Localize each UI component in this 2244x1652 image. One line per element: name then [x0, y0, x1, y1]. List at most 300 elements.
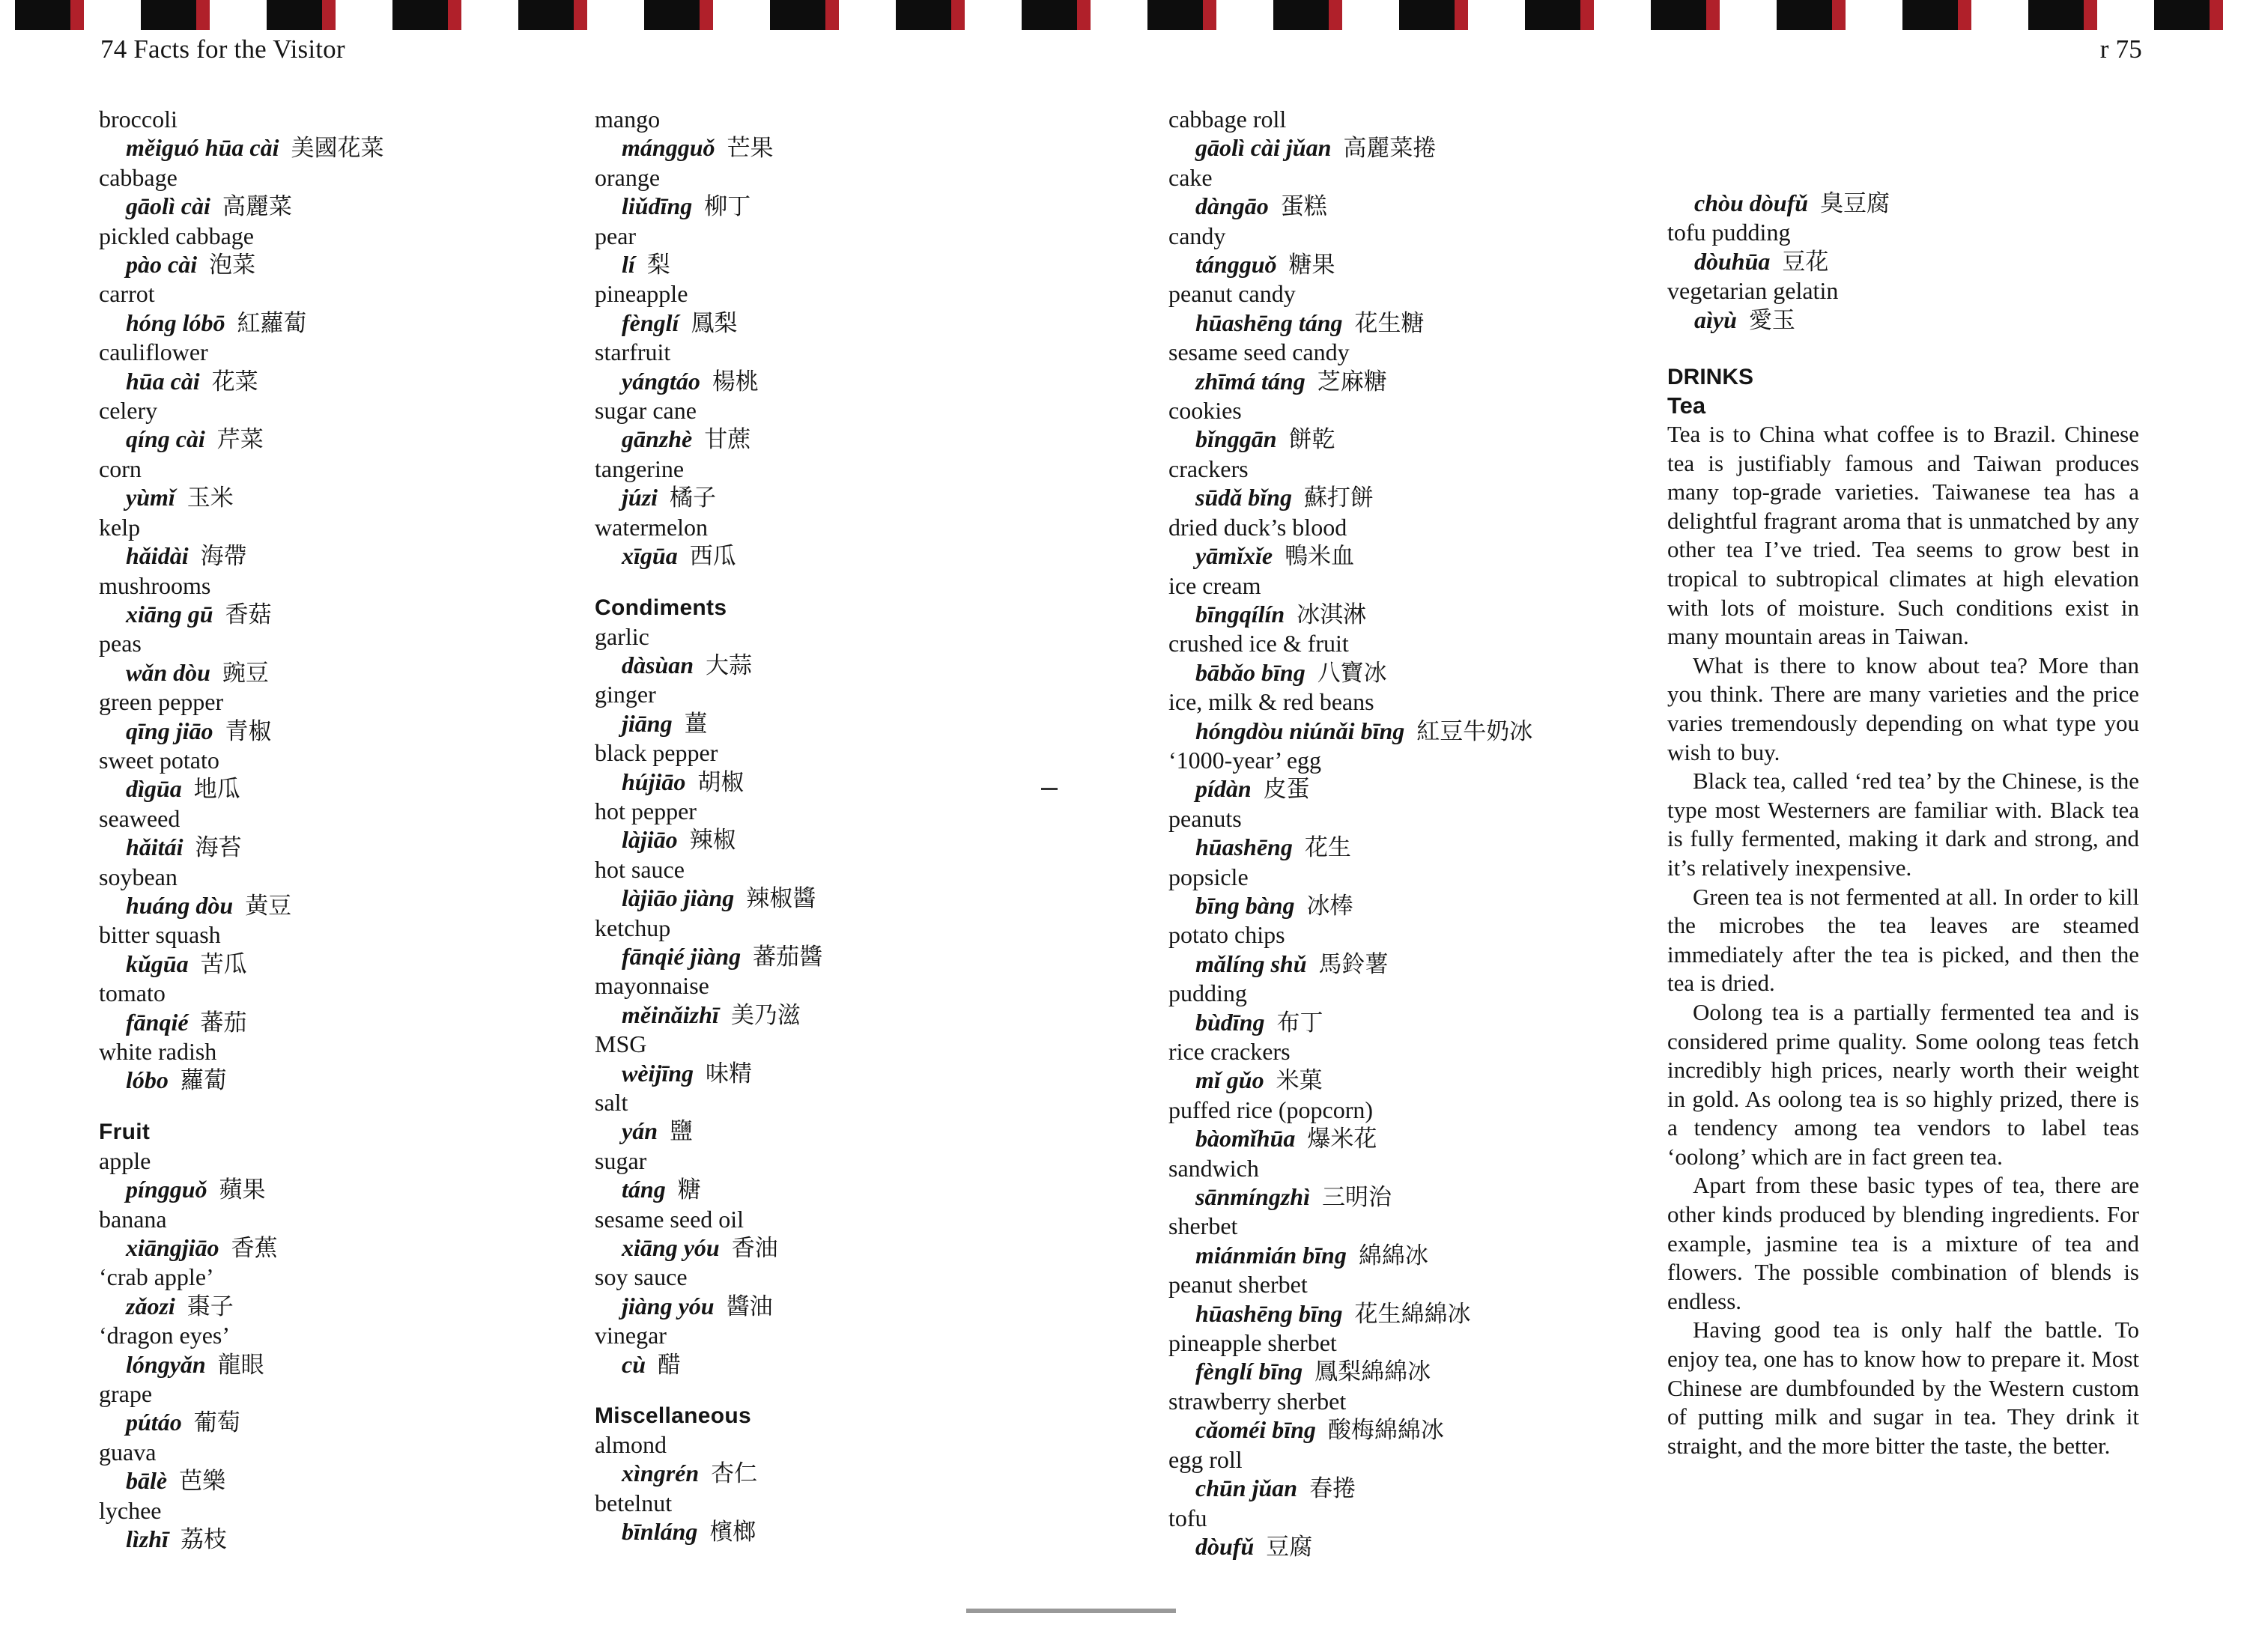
- pinyin: xīgūa: [622, 542, 678, 570]
- translation-line: [99, 1066, 578, 1095]
- pinyin: yán: [622, 1117, 658, 1145]
- translation-line: [595, 884, 1074, 913]
- pinyin: miánmián bīng: [1195, 1241, 1347, 1269]
- tea-article: [1667, 420, 2139, 1460]
- english-term: vinegar: [595, 1322, 667, 1349]
- english-term: egg roll: [1168, 1445, 1243, 1473]
- pinyin: zhīmá táng: [1195, 367, 1306, 395]
- vocab-entry: [1168, 222, 1648, 280]
- pinyin: chòu dòufǔ: [1694, 189, 1809, 216]
- chinese-characters: 胡椒: [697, 768, 745, 796]
- translation-line: [99, 133, 578, 163]
- chinese-characters: 薑: [684, 710, 708, 738]
- vocab-entry: [99, 979, 578, 1037]
- translation-line: [1168, 367, 1648, 396]
- pinyin: mǎlíng shǔ: [1195, 950, 1307, 977]
- vocab-entry: [99, 629, 578, 687]
- translation-line: [595, 483, 1074, 512]
- vocab-entry: [99, 746, 578, 804]
- vocab-entry: [99, 1147, 578, 1205]
- vocab-entry: [1168, 338, 1648, 396]
- english-term: almond: [595, 1431, 667, 1459]
- english-term: ‘1000-year’ egg: [1168, 746, 1322, 774]
- chinese-characters: 豌豆: [222, 659, 269, 687]
- translation-line: [1168, 192, 1648, 221]
- english-term: orange: [595, 163, 661, 191]
- pinyin: lóbo: [126, 1066, 169, 1094]
- chinese-characters: 香油: [731, 1235, 778, 1263]
- translation-line: [595, 1459, 1074, 1488]
- pinyin: xiāng yóu: [622, 1234, 720, 1262]
- english-term: tomato: [99, 980, 166, 1007]
- vocab-entry: [595, 1263, 1074, 1321]
- chinese-characters: 地瓜: [193, 776, 240, 804]
- vocab-column-1: [99, 105, 578, 1555]
- chinese-characters: 花菜: [211, 368, 258, 395]
- pinyin: hūashēng: [1195, 833, 1293, 861]
- chinese-characters: 酸梅綿綿冰: [1327, 1417, 1444, 1445]
- chinese-characters: 甘蔗: [704, 426, 751, 454]
- chinese-characters: 檳榔: [709, 1519, 756, 1546]
- translation-line: [99, 541, 578, 571]
- english-term: ginger: [595, 681, 656, 708]
- vocab-entry: [99, 163, 578, 222]
- translation-line: [99, 1525, 578, 1554]
- english-term: pudding: [1168, 980, 1247, 1007]
- chinese-characters: 鹽: [670, 1118, 693, 1146]
- pinyin: bīng bàng: [1195, 891, 1295, 919]
- vocab-entry: [1168, 746, 1648, 804]
- pinyin: gāolì cài: [126, 192, 210, 220]
- english-term: carrot: [99, 280, 155, 308]
- pinyin: jiāng: [622, 709, 673, 737]
- vocab-entry: [1168, 279, 1648, 338]
- pinyin: bābǎo bīng: [1195, 658, 1306, 686]
- chinese-characters: 紅豆牛奶冰: [1416, 717, 1533, 745]
- vocab-entry: [1168, 920, 1648, 979]
- translation-line: [99, 1175, 578, 1204]
- pinyin: hūashēng táng: [1195, 309, 1343, 336]
- vocab-entry: [99, 279, 578, 338]
- translation-line: [595, 192, 1074, 221]
- english-term: celery: [99, 397, 158, 425]
- translation-line: [595, 1292, 1074, 1321]
- vocab-entry: [1168, 629, 1648, 687]
- pinyin: bīngqílín: [1195, 600, 1285, 628]
- pinyin: kǔgūa: [126, 950, 189, 977]
- translation-line: [1168, 1008, 1648, 1037]
- english-term: kelp: [99, 513, 141, 541]
- chinese-characters: 辣椒: [689, 827, 736, 854]
- english-term: bitter squash: [99, 921, 221, 949]
- english-term: garlic: [595, 622, 649, 650]
- translation-line: [1667, 247, 2139, 276]
- pinyin: píngguǒ: [126, 1176, 207, 1203]
- pinyin: pútáo: [126, 1409, 182, 1436]
- pinyin: lìzhī: [126, 1525, 169, 1553]
- english-term: mayonnaise: [595, 972, 709, 1000]
- pinyin: chūn jǔan: [1195, 1475, 1298, 1502]
- translation-line: [1168, 600, 1648, 629]
- pinyin: cù: [622, 1350, 646, 1378]
- pinyin: wèijīng: [622, 1059, 694, 1087]
- chinese-characters: 餅乾: [1288, 426, 1335, 454]
- vocab-entry: [1168, 687, 1648, 746]
- pinyin: hūa cài: [126, 367, 200, 395]
- translation-line: [595, 309, 1074, 338]
- vocab-entry: [595, 797, 1074, 855]
- english-term: pineapple: [595, 280, 688, 308]
- translation-line: [99, 483, 578, 512]
- article-paragraph: Green tea is not fermented at all. In order to kill the microbes the tea leaves are steamed immediately after the tea is picked, and then the tea is dried.: [1667, 883, 2139, 997]
- pinyin: bàomǐhūa: [1195, 1125, 1296, 1153]
- chinese-characters: 葡萄: [193, 1409, 240, 1437]
- translation-line: [1168, 1474, 1648, 1503]
- pinyin: júzi: [622, 484, 658, 511]
- english-term: hot pepper: [595, 797, 697, 825]
- article-paragraph: Black tea, called ‘red tea’ by the Chinese, is the type most Westerners are familiar with. Black tea is fully fermented, making it dark and strong, and it’s relatively inexpensive.: [1667, 768, 2139, 881]
- chinese-characters: 蘿蔔: [180, 1067, 227, 1095]
- chinese-characters: 蕃茄: [200, 1009, 247, 1036]
- chinese-characters: 美國花菜: [291, 135, 384, 163]
- chinese-characters: 爆米花: [1307, 1126, 1377, 1153]
- english-term: ketchup: [595, 914, 671, 941]
- pinyin: fènglí bīng: [1195, 1358, 1303, 1385]
- translation-line: [595, 1517, 1074, 1546]
- vocab-entry: [595, 222, 1074, 280]
- vocab-entry: [1168, 396, 1648, 455]
- chinese-characters: 醋: [658, 1351, 681, 1379]
- section-heading: Fruit: [99, 1119, 151, 1144]
- pinyin: tángguǒ: [1195, 251, 1277, 279]
- english-term: popsicle: [1168, 863, 1249, 890]
- vocab-entry: [99, 687, 578, 746]
- translation-line: [595, 1350, 1074, 1379]
- chinese-characters: 糖果: [1288, 252, 1335, 279]
- vocab-entry: [99, 920, 578, 979]
- chinese-characters: 糖: [677, 1176, 701, 1204]
- pinyin: gānzhè: [622, 425, 693, 453]
- pinyin: bīnláng: [622, 1518, 698, 1546]
- english-term: puffed rice (popcorn): [1168, 1096, 1374, 1123]
- vocab-entry: [99, 513, 578, 571]
- pinyin: dòufǔ: [1195, 1532, 1255, 1560]
- vocab-entry: [595, 1430, 1074, 1489]
- english-term: soy sauce: [595, 1263, 688, 1291]
- vocab-entry: [1168, 105, 1648, 163]
- chinese-characters: 愛玉: [1748, 306, 1795, 334]
- translation-line: [595, 709, 1074, 738]
- translation-line: [99, 367, 578, 396]
- pinyin: pídàn: [1195, 775, 1252, 803]
- english-term: dried duck’s blood: [1168, 513, 1347, 541]
- translation-line: [1168, 1357, 1648, 1386]
- english-term: sherbet: [1168, 1212, 1238, 1240]
- vocab-entry: [1168, 163, 1648, 222]
- translation-line: [99, 1292, 578, 1321]
- chinese-characters: 蕃茄醬: [753, 943, 823, 971]
- scan-artifact: [966, 1609, 1176, 1613]
- vocab-entry: [99, 571, 578, 630]
- pinyin: yāmǐxǐe: [1195, 542, 1273, 570]
- pinyin: hǎidài: [126, 542, 189, 570]
- pinyin: hóngdòu niúnǎi bīng: [1195, 717, 1405, 744]
- translation-line: [99, 833, 578, 862]
- chinese-characters: 黃豆: [245, 892, 292, 920]
- chinese-characters: 美乃滋: [730, 1001, 801, 1029]
- chinese-characters: 楊桃: [712, 368, 759, 395]
- vocab-entry: [99, 105, 578, 163]
- vocab-entry: [1168, 455, 1648, 513]
- english-term: potato chips: [1168, 921, 1285, 949]
- translation-line: [1168, 309, 1648, 338]
- translation-line: [1168, 1532, 1648, 1561]
- translation-line: [595, 367, 1074, 396]
- drinks-heading: DRINKS: [1667, 365, 1754, 390]
- pinyin: gāolì cài jǔan: [1195, 134, 1332, 162]
- english-term: sweet potato: [99, 746, 219, 774]
- vocab-entry: [1168, 1212, 1648, 1270]
- pinyin: yángtáo: [622, 367, 700, 395]
- english-term: watermelon: [595, 513, 709, 541]
- chinese-characters: 龍眼: [217, 1351, 264, 1379]
- vocab-entry: [1168, 1504, 1648, 1562]
- vocab-entry: [99, 1438, 578, 1496]
- vocab-entry: [595, 971, 1074, 1030]
- translation-line: [99, 250, 578, 279]
- chinese-characters: 大蒜: [706, 652, 753, 679]
- vocab-entry: [99, 1263, 578, 1321]
- translation-line: [99, 1466, 578, 1495]
- english-term: cabbage roll: [1168, 106, 1287, 133]
- translation-line: [99, 1008, 578, 1037]
- translation-line: [1168, 1066, 1648, 1095]
- vocab-entry: [1168, 979, 1648, 1037]
- chinese-characters: 鴨米血: [1285, 543, 1355, 571]
- english-term: ‘dragon eyes’: [99, 1322, 231, 1349]
- english-term: MSG: [595, 1030, 647, 1058]
- translation-line: [595, 1233, 1074, 1263]
- vocab-entry: [595, 1489, 1074, 1547]
- chinese-characters: 芒果: [727, 135, 774, 163]
- vocab-entry: [99, 1321, 578, 1379]
- pinyin: fènglí: [622, 309, 679, 336]
- english-term: sugar: [595, 1147, 647, 1174]
- vocab-entry: [1168, 571, 1648, 630]
- english-term: apple: [99, 1147, 151, 1174]
- pinyin: hūashēng bīng: [1195, 1299, 1343, 1327]
- pinyin: dòuhūa: [1694, 247, 1771, 275]
- english-term: tangerine: [595, 455, 685, 482]
- english-term: grape: [99, 1380, 153, 1408]
- chinese-characters: 冰淇淋: [1297, 601, 1367, 628]
- vocab-entry: [1168, 1270, 1648, 1328]
- english-term: sandwich: [1168, 1154, 1259, 1182]
- translation-line: [99, 1408, 578, 1437]
- vocab-entry: [595, 680, 1074, 738]
- english-term: candy: [1168, 222, 1226, 249]
- translation-line: [99, 309, 578, 338]
- drinks-column: [1667, 105, 2139, 1460]
- translation-line: [99, 774, 578, 804]
- english-term: corn: [99, 455, 142, 482]
- vocab-entry: [595, 163, 1074, 222]
- translation-line: [1168, 717, 1648, 746]
- english-term: mango: [595, 106, 661, 133]
- continued-vocab-list: [1667, 189, 2139, 335]
- chinese-characters: 海帶: [200, 543, 247, 571]
- translation-line: [1168, 483, 1648, 512]
- pinyin: liǔdīng: [622, 192, 693, 220]
- translation-line: [99, 425, 578, 454]
- pinyin: sūdǎ bǐng: [1195, 484, 1292, 511]
- pinyin: bālè: [126, 1467, 168, 1495]
- english-term: crackers: [1168, 455, 1249, 482]
- chinese-characters: 味精: [706, 1060, 753, 1087]
- chinese-characters: 三明治: [1321, 1184, 1392, 1212]
- vocab-entry: [99, 1037, 578, 1096]
- english-term: vegetarian gelatin: [1667, 277, 1839, 305]
- vocab-entry: [1168, 1445, 1648, 1504]
- chinese-characters: 高麗菜捲: [1343, 135, 1437, 163]
- chinese-characters: 花生綿綿冰: [1354, 1300, 1471, 1328]
- chinese-characters: 玉米: [187, 485, 234, 512]
- english-term: peanuts: [1168, 804, 1242, 832]
- vocab-entry: [1168, 804, 1648, 863]
- translation-line: [99, 950, 578, 979]
- chinese-characters: 皮蛋: [1263, 776, 1310, 804]
- pinyin: hóng lóbō: [126, 309, 225, 336]
- vocab-entry: [595, 455, 1074, 513]
- chinese-characters: 蘇打餅: [1303, 485, 1374, 512]
- translation-line: [99, 1233, 578, 1263]
- vocab-entry: [99, 455, 578, 513]
- pinyin: lóngyǎn: [126, 1350, 206, 1378]
- english-term: betelnut: [595, 1489, 673, 1516]
- translation-line: [1168, 541, 1648, 571]
- vocab-entry: [1667, 218, 2139, 276]
- pinyin: làjiāo jiàng: [622, 884, 735, 912]
- vocab-entry: [1168, 1096, 1648, 1154]
- vocab-entry: [1168, 1328, 1648, 1387]
- pinyin: qīng jiāo: [126, 717, 213, 744]
- chinese-characters: 花生: [1304, 834, 1351, 862]
- english-term: banana: [99, 1205, 167, 1233]
- article-paragraph: Apart from these basic types of tea, there are other kinds produced by blending ingredients. For example, jasmine tea is a mixture of tea and flowers. The possible combination of blends is endless.: [1667, 1172, 2139, 1314]
- vocab-column-2: [595, 105, 1074, 1547]
- english-term: lychee: [99, 1496, 162, 1524]
- vocab-entry: [595, 1030, 1074, 1088]
- vocab-entry: [595, 105, 1074, 163]
- translation-line: [1168, 133, 1648, 163]
- pinyin: jiàng yóu: [622, 1292, 715, 1320]
- english-term: peanut sherbet: [1168, 1271, 1308, 1299]
- pinyin: aìyù: [1694, 306, 1737, 333]
- vocab-entry: [1667, 189, 2139, 218]
- chinese-characters: 鳳梨: [691, 309, 738, 337]
- translation-line: [1168, 774, 1648, 804]
- pinyin: làjiāo: [622, 826, 678, 854]
- english-term: sugar cane: [595, 397, 697, 425]
- pinyin: xiāng gū: [126, 600, 213, 628]
- translation-line: [595, 425, 1074, 454]
- pinyin: měiguó hūa cài: [126, 134, 279, 162]
- english-term: green pepper: [99, 688, 224, 716]
- right-page-header: r 75: [2099, 34, 2142, 64]
- chinese-characters: 馬鈴薯: [1318, 950, 1389, 978]
- left-page-header: 74 Facts for the Visitor: [100, 34, 345, 64]
- english-term: tofu pudding: [1667, 219, 1791, 246]
- pinyin: bǐnggān: [1195, 425, 1277, 453]
- translation-line: [595, 133, 1074, 163]
- vocab-entry: [99, 222, 578, 280]
- english-term: rice crackers: [1168, 1038, 1291, 1065]
- pinyin: fānqié: [126, 1008, 189, 1036]
- translation-line: [595, 651, 1074, 680]
- translation-line: [595, 541, 1074, 571]
- vocab-entry: [1168, 863, 1648, 921]
- english-term: tofu: [1168, 1504, 1207, 1531]
- translation-line: [99, 192, 578, 221]
- translation-line: [1667, 306, 2139, 335]
- english-term: salt: [595, 1089, 628, 1116]
- translation-line: [1168, 658, 1648, 687]
- chinese-characters: 紅蘿蔔: [237, 309, 307, 337]
- pinyin: yùmǐ: [126, 484, 175, 511]
- translation-line: [595, 1117, 1074, 1146]
- chinese-characters: 布丁: [1276, 1009, 1323, 1036]
- translation-line: [1168, 1241, 1648, 1270]
- translation-line: [99, 658, 578, 687]
- pinyin: xiāngjiāo: [126, 1234, 219, 1262]
- pinyin: dàsùan: [622, 651, 694, 678]
- english-term: sesame seed candy: [1168, 338, 1350, 366]
- chinese-characters: 西瓜: [689, 543, 736, 571]
- pinyin: dàngāo: [1195, 192, 1269, 220]
- translation-line: [1168, 250, 1648, 279]
- translation-line: [1168, 1299, 1648, 1328]
- vocab-entry: [595, 1205, 1074, 1263]
- translation-line: [595, 1000, 1074, 1030]
- chinese-characters: 冰棒: [1306, 892, 1353, 920]
- translation-line: [1168, 1182, 1648, 1212]
- chinese-characters: 辣椒醬: [746, 885, 816, 913]
- pinyin: měinǎizhī: [622, 1000, 719, 1028]
- vocab-column-3: [1168, 105, 1648, 1561]
- vocab-entry: [99, 1496, 578, 1555]
- chinese-characters: 高麗菜: [222, 193, 292, 221]
- pinyin: zǎozi: [126, 1292, 175, 1320]
- translation-line: [1168, 950, 1648, 979]
- vocab-entry: [595, 1088, 1074, 1147]
- translation-line: [595, 1059, 1074, 1088]
- english-term: black pepper: [595, 739, 718, 767]
- tea-heading: Tea: [1667, 392, 1706, 419]
- chinese-characters: 海苔: [195, 834, 242, 862]
- english-term: pineapple sherbet: [1168, 1329, 1337, 1357]
- chinese-characters: 棗子: [187, 1293, 234, 1320]
- pinyin: sānmíngzhì: [1195, 1183, 1310, 1211]
- pinyin: mángguǒ: [622, 134, 715, 162]
- vocab-entry: [595, 1321, 1074, 1379]
- translation-line: [595, 768, 1074, 797]
- vocab-entry: [99, 338, 578, 396]
- article-paragraph: Tea is to China what coffee is to Brazil. Chinese tea is justifiably famous and Taiwan produces many top-grade varieties. Taiwanese tea has a delightful fragrant aroma that is unmatched by any other tea I’ve tried. Tea seems to grow best in tropical to subtropical climates at high elevation with lots of moisture. Such conditions exist in many mountain areas in Taiwan.: [1667, 421, 2139, 650]
- article-paragraph: Having good tea is only half the battle. To enjoy tea, one has to know how to prepare it. Most Chinese are dumbfounded by the Western custom of putting milk and sugar in tea. They drink it straight, and the more bitter the taste, the better.: [1667, 1317, 2139, 1459]
- pinyin: fānqié jiàng: [622, 942, 742, 970]
- vocab-entry: [99, 804, 578, 863]
- vocab-entry: [1168, 1154, 1648, 1212]
